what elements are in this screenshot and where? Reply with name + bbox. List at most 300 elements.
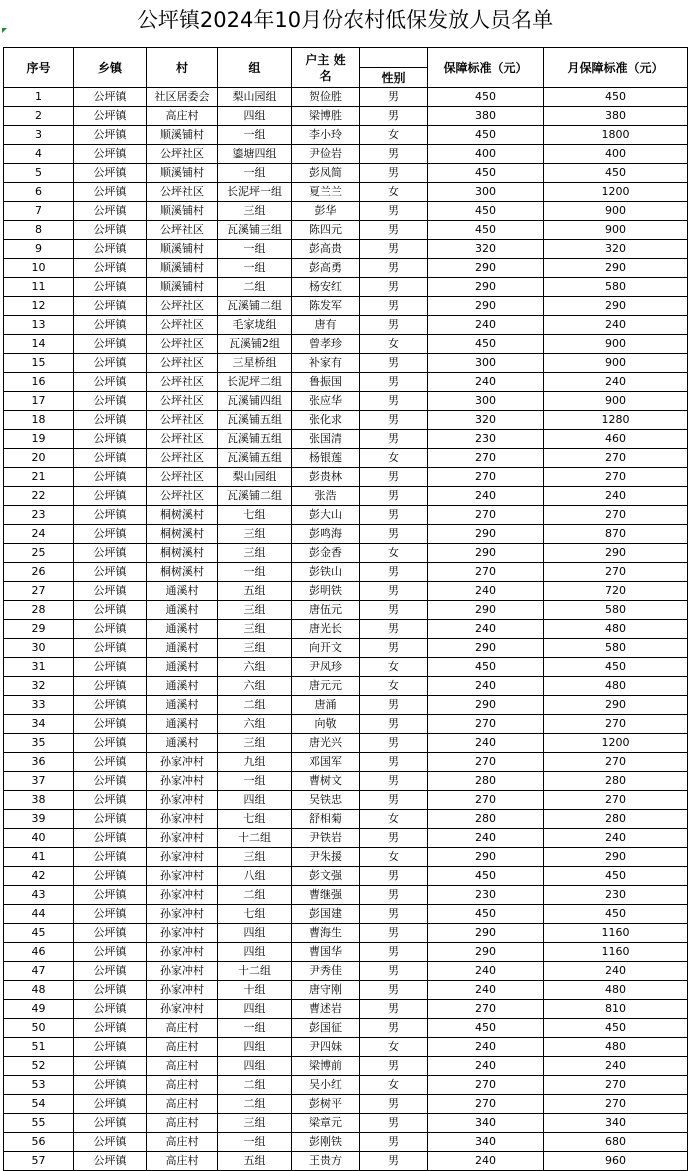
cell-monthly: 810 [544, 1000, 688, 1019]
table-row [4, 126, 688, 145]
cell-village: 公坪社区 [147, 449, 218, 468]
cell-village: 通溪村 [147, 677, 218, 696]
header-town: 乡镇 [74, 48, 147, 88]
cell-gender: 女 [360, 126, 428, 145]
cell-standard: 270 [428, 791, 544, 810]
cell-name: 张化求 [292, 411, 360, 430]
cell-village: 通溪村 [147, 639, 218, 658]
cell-town: 公坪镇 [74, 677, 147, 696]
cell-group: 八组 [218, 867, 292, 886]
cell-standard: 290 [428, 278, 544, 297]
cell-town: 公坪镇 [74, 829, 147, 848]
cell-group: 二组 [218, 278, 292, 297]
cell-name: 彭华 [292, 202, 360, 221]
cell-standard: 290 [428, 525, 544, 544]
cell-group: 十二组 [218, 962, 292, 981]
cell-group: 五组 [218, 1152, 292, 1171]
cell-town: 公坪镇 [74, 221, 147, 240]
cell-gender: 男 [360, 715, 428, 734]
cell-group: 七组 [218, 506, 292, 525]
cell-monthly: 680 [544, 1133, 688, 1152]
cell-seq: 44 [4, 905, 74, 924]
cell-town: 公坪镇 [74, 164, 147, 183]
cell-gender: 男 [360, 525, 428, 544]
cell-town: 公坪镇 [74, 1133, 147, 1152]
cell-monthly: 1200 [544, 183, 688, 202]
table-row [4, 1133, 688, 1152]
cell-monthly: 460 [544, 430, 688, 449]
cell-standard: 290 [428, 924, 544, 943]
cell-town: 公坪镇 [74, 886, 147, 905]
cell-group: 三星桥组 [218, 354, 292, 373]
cell-seq: 39 [4, 810, 74, 829]
cell-group: 一组 [218, 259, 292, 278]
cell-group: 三组 [218, 202, 292, 221]
cell-village: 通溪村 [147, 620, 218, 639]
cell-monthly: 900 [544, 221, 688, 240]
cell-standard: 450 [428, 221, 544, 240]
cell-seq: 41 [4, 848, 74, 867]
cell-town: 公坪镇 [74, 810, 147, 829]
cell-name: 张应华 [292, 392, 360, 411]
cell-village: 高庄村 [147, 1057, 218, 1076]
cell-group: 三组 [218, 544, 292, 563]
cell-town: 公坪镇 [74, 696, 147, 715]
cell-standard: 400 [428, 145, 544, 164]
cell-name: 唐光长 [292, 620, 360, 639]
cell-seq: 47 [4, 962, 74, 981]
cell-standard: 380 [428, 107, 544, 126]
cell-town: 公坪镇 [74, 202, 147, 221]
cell-seq: 4 [4, 145, 74, 164]
page-title: 公坪镇2024年10月份农村低保发放人员名单 [136, 8, 554, 32]
table-row [4, 430, 688, 449]
cell-town: 公坪镇 [74, 658, 147, 677]
cell-name: 曹海生 [292, 924, 360, 943]
cell-monthly: 720 [544, 582, 688, 601]
header-head-name-line2: 名 [319, 68, 332, 83]
table-body [4, 88, 688, 1171]
cell-group: 长泥坪一组 [218, 183, 292, 202]
cell-gender: 男 [360, 753, 428, 772]
cell-town: 公坪镇 [74, 1038, 147, 1057]
cell-seq: 48 [4, 981, 74, 1000]
cell-village: 孙家冲村 [147, 1000, 218, 1019]
cell-town: 公坪镇 [74, 145, 147, 164]
cell-seq: 51 [4, 1038, 74, 1057]
cell-standard: 300 [428, 392, 544, 411]
cell-seq: 35 [4, 734, 74, 753]
cell-gender: 男 [360, 962, 428, 981]
cell-group: 一组 [218, 772, 292, 791]
cell-monthly: 480 [544, 677, 688, 696]
cell-gender: 男 [360, 563, 428, 582]
cell-monthly: 450 [544, 164, 688, 183]
cell-name: 贺俭胜 [292, 88, 360, 107]
cell-gender: 男 [360, 316, 428, 335]
cell-name: 曾孝珍 [292, 335, 360, 354]
cell-seq: 5 [4, 164, 74, 183]
cell-monthly: 240 [544, 829, 688, 848]
cell-name: 陈发军 [292, 297, 360, 316]
cell-standard: 240 [428, 981, 544, 1000]
cell-standard: 450 [428, 126, 544, 145]
cell-standard: 230 [428, 430, 544, 449]
cell-seq: 18 [4, 411, 74, 430]
table-row [4, 1038, 688, 1057]
cell-name: 补家有 [292, 354, 360, 373]
cell-group: 三组 [218, 601, 292, 620]
cell-gender: 男 [360, 886, 428, 905]
cell-monthly: 450 [544, 88, 688, 107]
cell-group: 四组 [218, 1057, 292, 1076]
cell-group: 二组 [218, 1076, 292, 1095]
cell-monthly: 900 [544, 392, 688, 411]
cell-village: 高庄村 [147, 1038, 218, 1057]
cell-group: 七组 [218, 905, 292, 924]
cell-group: 二组 [218, 886, 292, 905]
cell-name: 尹铁岩 [292, 829, 360, 848]
cell-gender: 女 [360, 1076, 428, 1095]
cell-gender: 男 [360, 943, 428, 962]
cell-standard: 230 [428, 886, 544, 905]
cell-name: 彭树平 [292, 1095, 360, 1114]
table-row [4, 107, 688, 126]
cell-town: 公坪镇 [74, 734, 147, 753]
cell-seq: 43 [4, 886, 74, 905]
table-row [4, 354, 688, 373]
cell-standard: 290 [428, 848, 544, 867]
cell-monthly: 270 [544, 1076, 688, 1095]
cell-standard: 240 [428, 487, 544, 506]
cell-seq: 32 [4, 677, 74, 696]
table-row [4, 259, 688, 278]
table-row [4, 943, 688, 962]
cell-standard: 290 [428, 297, 544, 316]
cell-name: 彭明铁 [292, 582, 360, 601]
cell-town: 公坪镇 [74, 1095, 147, 1114]
header-head-name [292, 48, 360, 88]
cell-name: 彭贵林 [292, 468, 360, 487]
cell-standard: 240 [428, 1152, 544, 1171]
cell-group: 梨山园组 [218, 468, 292, 487]
cell-group: 三组 [218, 525, 292, 544]
cell-seq: 42 [4, 867, 74, 886]
table-row [4, 316, 688, 335]
cell-gender: 男 [360, 829, 428, 848]
cell-village: 高庄村 [147, 1114, 218, 1133]
cell-village: 孙家冲村 [147, 905, 218, 924]
table-row [4, 734, 688, 753]
cell-gender: 男 [360, 620, 428, 639]
cell-town: 公坪镇 [74, 392, 147, 411]
cell-seq: 19 [4, 430, 74, 449]
cell-group: 瓦溪铺五组 [218, 430, 292, 449]
cell-standard: 450 [428, 658, 544, 677]
cell-village: 孙家冲村 [147, 791, 218, 810]
table-row [4, 145, 688, 164]
cell-seq: 16 [4, 373, 74, 392]
cell-gender: 男 [360, 164, 428, 183]
cell-group: 四组 [218, 107, 292, 126]
cell-standard: 270 [428, 1076, 544, 1095]
cell-town: 公坪镇 [74, 582, 147, 601]
cell-group: 四组 [218, 924, 292, 943]
cell-village: 孙家冲村 [147, 943, 218, 962]
cell-name: 彭高勇 [292, 259, 360, 278]
cell-town: 公坪镇 [74, 107, 147, 126]
cell-village: 孙家冲村 [147, 867, 218, 886]
cell-group: 瓦溪铺二组 [218, 297, 292, 316]
cell-village: 顺溪铺村 [147, 126, 218, 145]
cell-village: 公坪社区 [147, 183, 218, 202]
cell-monthly: 240 [544, 316, 688, 335]
cell-group: 一组 [218, 1019, 292, 1038]
cell-seq: 33 [4, 696, 74, 715]
cell-gender: 男 [360, 221, 428, 240]
cell-village: 高庄村 [147, 1019, 218, 1038]
cell-group: 四组 [218, 943, 292, 962]
cell-group: 瓦溪铺五组 [218, 449, 292, 468]
cell-standard: 450 [428, 202, 544, 221]
cell-standard: 240 [428, 734, 544, 753]
cell-standard: 280 [428, 772, 544, 791]
cell-gender: 男 [360, 88, 428, 107]
header-seq: 序号 [4, 48, 74, 88]
table-row [4, 278, 688, 297]
cell-monthly: 290 [544, 848, 688, 867]
cell-group: 十组 [218, 981, 292, 1000]
cell-monthly: 900 [544, 202, 688, 221]
cell-village: 高庄村 [147, 1133, 218, 1152]
cell-monthly: 290 [544, 297, 688, 316]
cell-name: 舒相菊 [292, 810, 360, 829]
cell-group: 梨山园组 [218, 88, 292, 107]
cell-gender: 男 [360, 1114, 428, 1133]
cell-town: 公坪镇 [74, 506, 147, 525]
cell-monthly: 230 [544, 886, 688, 905]
cell-monthly: 240 [544, 962, 688, 981]
table-row [4, 221, 688, 240]
table-header [4, 48, 688, 88]
cell-town: 公坪镇 [74, 126, 147, 145]
cell-standard: 240 [428, 1038, 544, 1057]
cell-gender: 男 [360, 772, 428, 791]
table-row [4, 886, 688, 905]
cell-village: 高庄村 [147, 1152, 218, 1171]
table-row [4, 392, 688, 411]
cell-group: 三组 [218, 1114, 292, 1133]
cell-seq: 22 [4, 487, 74, 506]
cell-gender: 男 [360, 639, 428, 658]
cell-standard: 240 [428, 582, 544, 601]
cell-monthly: 240 [544, 373, 688, 392]
cell-seq: 14 [4, 335, 74, 354]
cell-name: 邓国军 [292, 753, 360, 772]
cell-standard: 270 [428, 506, 544, 525]
cell-seq: 50 [4, 1019, 74, 1038]
table-row [4, 1152, 688, 1171]
cell-monthly: 320 [544, 240, 688, 259]
table-row [4, 506, 688, 525]
cell-seq: 52 [4, 1057, 74, 1076]
cell-group: 二组 [218, 1095, 292, 1114]
cell-monthly: 270 [544, 449, 688, 468]
cell-seq: 1 [4, 88, 74, 107]
cell-monthly: 270 [544, 1095, 688, 1114]
cell-name: 彭文强 [292, 867, 360, 886]
cell-name: 李小玲 [292, 126, 360, 145]
cell-gender: 男 [360, 145, 428, 164]
cell-monthly: 580 [544, 601, 688, 620]
cell-standard: 270 [428, 715, 544, 734]
cell-name: 王贵方 [292, 1152, 360, 1171]
cell-standard: 240 [428, 620, 544, 639]
cell-standard: 290 [428, 259, 544, 278]
cell-group: 五组 [218, 582, 292, 601]
cell-town: 公坪镇 [74, 905, 147, 924]
cell-name: 彭大山 [292, 506, 360, 525]
cell-gender: 男 [360, 240, 428, 259]
cell-standard: 290 [428, 544, 544, 563]
cell-monthly: 270 [544, 791, 688, 810]
cell-town: 公坪镇 [74, 848, 147, 867]
cell-monthly: 270 [544, 715, 688, 734]
cell-village: 公坪社区 [147, 430, 218, 449]
cell-gender: 男 [360, 202, 428, 221]
cell-seq: 49 [4, 1000, 74, 1019]
cell-monthly: 450 [544, 658, 688, 677]
cell-group: 二组 [218, 696, 292, 715]
table-row [4, 88, 688, 107]
table-row [4, 848, 688, 867]
cell-seq: 46 [4, 943, 74, 962]
cell-village: 孙家冲村 [147, 886, 218, 905]
cell-gender: 女 [360, 677, 428, 696]
cell-village: 公坪社区 [147, 221, 218, 240]
table-row [4, 449, 688, 468]
cell-seq: 37 [4, 772, 74, 791]
cell-monthly: 340 [544, 1114, 688, 1133]
cell-gender: 男 [360, 1019, 428, 1038]
cell-name: 彭高贵 [292, 240, 360, 259]
cell-name: 彭金香 [292, 544, 360, 563]
cell-group: 三组 [218, 734, 292, 753]
cell-gender: 女 [360, 658, 428, 677]
cell-town: 公坪镇 [74, 354, 147, 373]
cell-monthly: 290 [544, 544, 688, 563]
cell-town: 公坪镇 [74, 791, 147, 810]
cell-seq: 24 [4, 525, 74, 544]
table-row [4, 715, 688, 734]
cell-name: 杨银莲 [292, 449, 360, 468]
table-row [4, 962, 688, 981]
table-row [4, 829, 688, 848]
cell-group: 三组 [218, 848, 292, 867]
cell-monthly: 450 [544, 1019, 688, 1038]
cell-gender: 男 [360, 924, 428, 943]
cell-gender: 男 [360, 392, 428, 411]
cell-gender: 男 [360, 411, 428, 430]
cell-seq: 23 [4, 506, 74, 525]
cell-village: 通溪村 [147, 696, 218, 715]
table-row [4, 525, 688, 544]
cell-standard: 340 [428, 1114, 544, 1133]
cell-seq: 6 [4, 183, 74, 202]
cell-name: 彭凤简 [292, 164, 360, 183]
cell-gender: 男 [360, 1152, 428, 1171]
cell-seq: 45 [4, 924, 74, 943]
cell-monthly: 900 [544, 354, 688, 373]
cell-monthly: 400 [544, 145, 688, 164]
cell-town: 公坪镇 [74, 449, 147, 468]
cell-name: 彭国征 [292, 1019, 360, 1038]
cell-town: 公坪镇 [74, 88, 147, 107]
cell-gender: 男 [360, 373, 428, 392]
cell-village: 高庄村 [147, 107, 218, 126]
cell-village: 桐树溪村 [147, 525, 218, 544]
cell-town: 公坪镇 [74, 297, 147, 316]
cell-town: 公坪镇 [74, 981, 147, 1000]
cell-town: 公坪镇 [74, 240, 147, 259]
cell-standard: 340 [428, 1133, 544, 1152]
cell-gender: 男 [360, 259, 428, 278]
cell-group: 四组 [218, 791, 292, 810]
cell-town: 公坪镇 [74, 563, 147, 582]
table-row [4, 411, 688, 430]
cell-name: 尹四妹 [292, 1038, 360, 1057]
table-row [4, 601, 688, 620]
header-group: 组 [218, 48, 292, 88]
cell-village: 公坪社区 [147, 316, 218, 335]
cell-standard: 280 [428, 810, 544, 829]
cell-name: 向敬 [292, 715, 360, 734]
cell-name: 唐光兴 [292, 734, 360, 753]
cell-seq: 20 [4, 449, 74, 468]
cell-name: 吴铁忠 [292, 791, 360, 810]
cell-monthly: 900 [544, 335, 688, 354]
cell-monthly: 1280 [544, 411, 688, 430]
cell-town: 公坪镇 [74, 639, 147, 658]
cell-gender: 女 [360, 848, 428, 867]
table-row [4, 487, 688, 506]
cell-seq: 31 [4, 658, 74, 677]
cell-name: 曹继强 [292, 886, 360, 905]
cell-seq: 29 [4, 620, 74, 639]
cell-standard: 290 [428, 601, 544, 620]
cell-standard: 300 [428, 354, 544, 373]
cell-standard: 270 [428, 753, 544, 772]
cell-group: 十二组 [218, 829, 292, 848]
cell-name: 尹俭岩 [292, 145, 360, 164]
cell-seq: 56 [4, 1133, 74, 1152]
cell-seq: 12 [4, 297, 74, 316]
cell-name: 尹朱援 [292, 848, 360, 867]
cell-town: 公坪镇 [74, 468, 147, 487]
cell-group: 九组 [218, 753, 292, 772]
cell-gender: 男 [360, 601, 428, 620]
cell-name: 彭鸣海 [292, 525, 360, 544]
cell-village: 公坪社区 [147, 411, 218, 430]
cell-gender: 男 [360, 1000, 428, 1019]
cell-gender: 男 [360, 487, 428, 506]
cell-village: 高庄村 [147, 1095, 218, 1114]
header-village: 村 [147, 48, 218, 88]
cell-gender: 男 [360, 696, 428, 715]
table-row [4, 202, 688, 221]
cell-town: 公坪镇 [74, 943, 147, 962]
cell-gender: 女 [360, 1038, 428, 1057]
